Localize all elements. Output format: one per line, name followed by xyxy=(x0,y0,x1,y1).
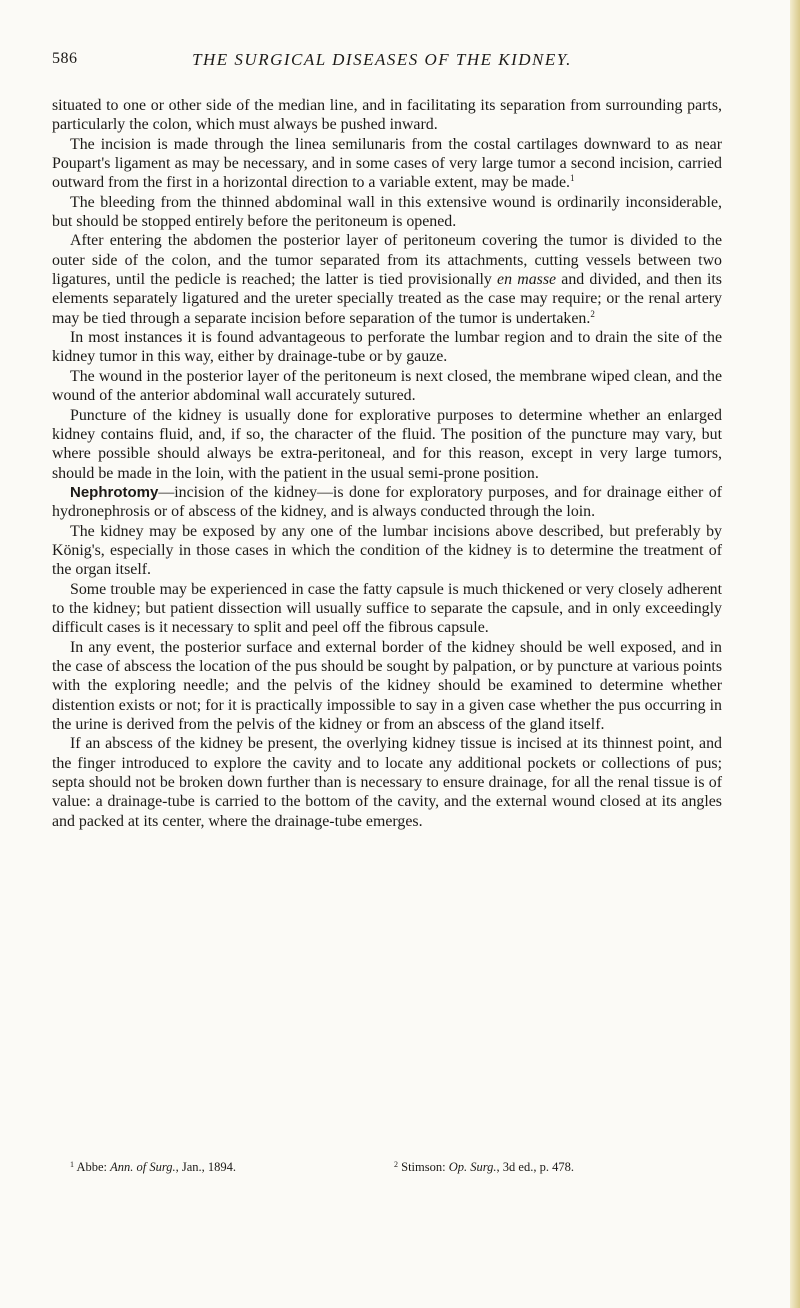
paragraph: After entering the abdomen the posterior layer of peritoneum covering the tumor is divided to the outer side of the colon, and the tumor separated from its attachments, cutting vessels between two ligatures, until the pedicle is reached; the latter is tied provisionally en masse and divided, and then its elements separately ligatured and the ureter specially treated as the case may require; or the renal artery may be tied through a separate incision before separation of the tumor is undertaken.$^2$ xyxy=(52,232,722,327)
footnote-ref: 1 xyxy=(570,173,575,184)
paragraph: Some trouble may be experienced in case the fatty capsule is much thickened or very closely adherent to the kidney; but patient dissection will usually suffice to separate the capsule, and in only exceedingly difficult cases is it necessary to split and peel off the fibrous capsule. xyxy=(52,580,722,637)
body-text xyxy=(52,96,722,831)
page-number: 586 xyxy=(52,50,78,67)
running-head: THE SURGICAL DISEASES OF THE KIDNEY. xyxy=(192,50,572,69)
paragraph: The kidney may be exposed by any one of the lumbar incisions above described, but preferably by König's, especially in those cases in which the condition of the kidney is to determine the treatment of the organ itself. xyxy=(52,522,722,579)
page-edge xyxy=(790,0,800,1308)
section-term: Nephrotomy xyxy=(70,483,159,501)
paragraph: The bleeding from the thinned abdominal wall in this extensive wound is ordinarily inconsiderable, but should be stopped entirely before the peritoneum is opened. xyxy=(52,193,722,231)
paragraph: Nephrotomy—incision of the kidney—is done for exploratory purposes, and for drainage either of hydronephrosis or of abscess of the kidney, and is always conducted through the loin. xyxy=(52,483,722,521)
paragraph: In most instances it is found advantageous to perforate the lumbar region and to drain the site of the kidney tumor in this way, either by drainage-tube or by gauze. xyxy=(52,329,722,366)
paragraph: situated to one or other side of the median line, and in facilitating its separation from surrounding parts, particularly the colon, which must always be pushed inward. xyxy=(52,97,722,134)
paragraph: If an abscess of the kidney be present, the overlying kidney tissue is incised at its thinnest point, and the finger introduced to explore the cavity and to locate any additional pockets or collections of pus; septa should not be broken down further than is necessary to ensure drainage, for all the renal tissue is of value: a drainage-tube is carried to the bottom of the cavity, and the external wound closed at its angles and packed at its center, where the drainage-tube emerges. xyxy=(52,735,722,830)
paragraph: Puncture of the kidney is usually done for explorative purposes to determine whether an enlarged kidney contains fluid, and, if so, the character of the fluid. The position of the puncture may vary, but where possible should always be extra-peritoneal, and for this reason, except in very large tumors, should be made in the loin, with the patient in the usual semi-prone position. xyxy=(52,406,722,482)
footnotes xyxy=(52,1160,722,1180)
footnote: $^2$ Stimson: Op. Surg., 3d ed., p. 478. xyxy=(394,1160,574,1174)
paragraph: The wound in the posterior layer of the peritoneum is next closed, the membrane wiped clean, and the wound of the anterior abdominal wall accurately sutured. xyxy=(52,367,722,405)
paragraph: In any event, the posterior surface and external border of the kidney should be well exposed, and in the case of abscess the location of the pus should be sought by palpation, or by puncture at various points with the exploring needle; and the pelvis of the kidney should be examined to determine whether distention exists or not; for it is practically impossible to say in a given case whether the pus occurring in the urine is derived from the pelvis of the kidney or from an abscess of the gland itself. xyxy=(52,638,722,733)
paragraph: The incision is made through the linea semilunaris from the costal cartilages downward to as near Poupart's ligament as may be necessary, and in some cases of very large tumor a second incision, carried outward from the first in a horizontal direction to a variable extent, may be made.$^1$ xyxy=(52,135,722,192)
page-header xyxy=(52,50,712,78)
footnote: $^1$ Abbe: Ann. of Surg., Jan., 1894. xyxy=(70,1160,237,1174)
footnote-ref: 2 xyxy=(590,308,595,319)
